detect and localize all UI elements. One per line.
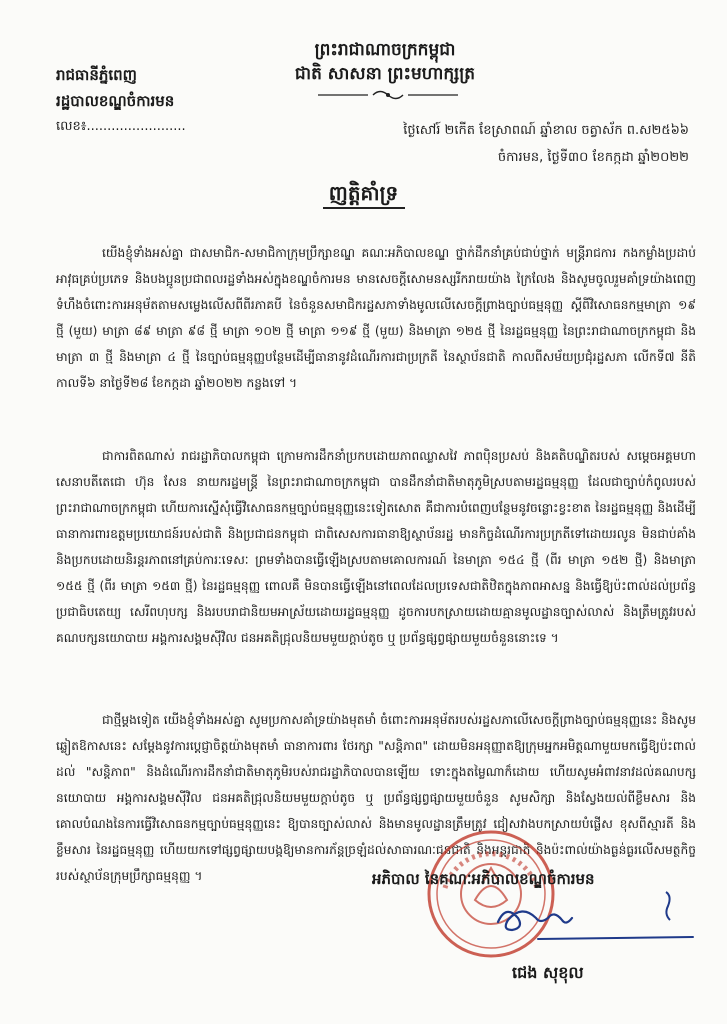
document-title: ញត្តិគាំទ្រ xyxy=(328,181,399,205)
office-city: រាជធានីភ្នំពេញ xyxy=(56,66,137,84)
office-district: រដ្ឋបាលខណ្ឌចំការមន xyxy=(56,92,175,110)
solar-date: ចំការមន, ថ្ងៃទី៣០ ខែកក្កដា ឆ្នាំ២០២២ xyxy=(497,150,689,165)
lunar-date: ថ្ងៃសៅរ៍ ២កើត ខែស្រាពណ៍ ឆ្នាំខាល ចត្វាស័ក ព.ស២៥៦៦ xyxy=(403,123,689,138)
kingdom-motto xyxy=(250,38,520,86)
handwritten-signature xyxy=(478,884,708,954)
kingdom-name: ព្រះរាជាណាចក្រកម្ពុជា xyxy=(314,40,456,60)
signer-name: ជេង សុខុល xyxy=(512,963,584,982)
title-underline xyxy=(323,207,405,209)
date-block xyxy=(249,117,689,171)
national-motto: ជាតិ សាសនា ព្រះមហាក្សត្រ xyxy=(294,64,476,84)
signer-title: អភិបាល នៃគណៈអភិបាលខណ្ឌចំការមន xyxy=(372,870,595,888)
paragraph-3: ជាថ្មីម្តងទៀត យើងខ្ញុំទាំងអស់គ្នា សូមប្រកាសគាំទ្រយ៉ាងមុតមាំ ចំពោះការអនុម័តរបស់រដ្ឋសភាលើសេចក្តីព្រាងច្បាប់ធម្មនុញ្ញនេះ និងសូមឆ្លៀតឱកាសនេះ សម្តែងនូវការប្តេជ្ញាចិត្តយ៉ាងមុតមាំ ធានាការពារ ថែរក្សា "សន្តិភាព" ដោយមិនអនុញ្ញាតឱ្យក្រុមអ្នកអមិត្តណាមួយមកធ្វើឱ្យប៉ះពាល់ដល់ "សន្តិភាព" និងដំណើរការដឹកនាំជាតិមាតុភូមិរបស់រាជរដ្ឋាភិបាលបានឡើយ ទោះក្នុងតម្លៃណាក៏ដោយ ហើយសូមអំពាវនាវដល់គណបក្សនយោបាយ អង្គការសង្គមស៊ីវិល ជនអគតិជ្រុលនិយមមួយក្តាប់តូច ឬ ប្រព័ន្ធផ្សព្វផ្សាយមួយចំនួន សូមសិក្សា និងស្វែងយល់ពីខ្លឹមសារ និងគោលបំណងនៃការធ្វើវិសោធនកម្មច្បាប់ធម្មនុញ្ញនេះ ឱ្យបានច្បាស់លាស់ និងមានមូលដ្ឋានត្រឹមត្រូវ ជៀសវាងបកស្រាយបំផ្លើស ខុសពីស្មារតី និងខ្លឹមសារ នៃរដ្ឋធម្មនុញ្ញ ហើយយកទៅផ្សព្វផ្សាយបង្កឱ្យមានការភ័ន្តច្រឡំដល់សាធារណៈជនជាតិ និងអន្តរជាតិ និងប៉ះពាល់យ៉ាងធ្ងន់ធ្ងរលើសមត្ថកិច្ចរបស់ស្ថាប័នក្រុមប្រឹក្សាធម្មនុញ្ញ ។ xyxy=(56,713,696,884)
reference-number: លេខ៖........................ xyxy=(56,119,186,134)
paragraph-2: ជាការពិតណាស់ រាជរដ្ឋាភិបាលកម្ពុជា ក្រោមការដឹកនាំប្រកបដោយភាពឈ្លាសវៃ ភាពប៉ិនប្រសប់ និងគតិបណ្ឌិតរបស់ សម្តេចអគ្គមហាសេនាបតីតេជោ ហ៊ុន សែន នាយករដ្ឋមន្ត្រី នៃព្រះរាជាណាចក្រកម្ពុជា បានដឹកនាំជាតិមាតុភូមិស្របតាមរដ្ឋធម្មនុញ្ញ ដែលជាច្បាប់កំពូលរបស់ព្រះរាជាណាចក្រកម្ពុជា ហើយការស្នើសុំធ្វើវិសោធនកម្មច្បាប់ធម្មនុញ្ញនេះទៀតសោត គឺជាការបំពេញបន្ថែមនូវចន្លោះខ្វះខាត នៃរដ្ឋធម្មនុញ្ញ និងដើម្បីធានាការពារឧត្តមប្រយោជន៍របស់ជាតិ និងប្រជាជនកម្ពុជា ជាពិសេសការធានាឱ្យស្ថាប័នរដ្ឋ មានកិច្ចដំណើរការប្រក្រតីទៅដោយរលូន មិនជាប់គាំង និងប្រកបដោយនិរន្តរភាពនៅគ្រប់ការៈទេសៈ ព្រមទាំងបានធ្វើឡើងស្របតាមគោលការណ៍ នៃមាត្រា ១៥៤ ថ្មី (ពីរ មាត្រា ១៥២ ថ្មី) និងមាត្រា ១៥៥ ថ្មី (ពីរ មាត្រា ១៥៣ ថ្មី) នៃរដ្ឋធម្មនុញ្ញ ពោលគឺ មិនបានធ្វើឡើងនៅពេលដែលប្រទេសជាតិឋិតក្នុងភាពអាសន្ន និងធ្វើឱ្យប៉ះពាល់ដល់ប្រព័ន្ធប្រជាធិបតេយ្យ សេរីពហុបក្ស និងរបបរាជានិយមអាស្រ័យដោយរដ្ឋធម្មនុញ្ញ ដូចការបកស្រាយដោយគ្មានមូលដ្ឋានច្បាស់លាស់ និងត្រឹមត្រូវរបស់គណបក្សនយោបាយ អង្គការសង្គមស៊ីវិល ជនអគតិជ្រុលនិយមមួយក្តាប់តូច ឬ ប្រព័ន្ធផ្សព្វផ្សាយមួយចំនួននោះទេ ។ xyxy=(56,449,696,646)
issuing-office xyxy=(56,62,174,114)
paragraph-1: យើងខ្ញុំទាំងអស់គ្នា ជាសមាជិក-សមាជិកាក្រុមប្រឹក្សាខណ្ឌ គណៈអភិបាលខណ្ឌ ថ្នាក់ដឹកនាំគ្រប់ជាប់ថ្នាក់ មន្ត្រីរាជការ កងកម្លាំងប្រដាប់អាវុធគ្រប់ប្រភេទ និងបងប្អូនប្រជាពលរដ្ឋទាំងអស់ក្នុងខណ្ឌចំការមន មានសេចក្តីសោមនស្សរីករាយយ៉ាង ក្រៃលែង និងសូមចូលរួមគាំទ្រយ៉ាងពេញទំហឹងចំពោះការអនុម័តតាមសម្លេងលើសពីពីរភាគបី នៃចំនួនសមាជិករដ្ឋសភាទាំងមូលលើសេចក្តីព្រាងច្បាប់ធម្មនុញ្ញ ស្តីពីវិសោធនកម្មមាត្រា ១៩ ថ្មី (មួយ) មាត្រា ៨៩ មាត្រា ៩៨ ថ្មី មាត្រា ១០២ ថ្មី មាត្រា ១១៩ ថ្មី (មួយ) និងមាត្រា ១២៥ ថ្មី នៃរដ្ឋធម្មនុញ្ញ នៃព្រះរាជាណាចក្រកម្ពុជា និងមាត្រា ៣ ថ្មី និងមាត្រា ៤ ថ្មី នៃច្បាប់ធម្មនុញ្ញបន្ថែមដើម្បីធានានូវដំណើរការជាប្រក្រតី នៃស្ថាប័នជាតិ កាលពីសម័យប្រជុំរដ្ឋសភា លើកទី៧ នីតិកាលទី៦ នាថ្ងៃទី២៨ ខែកក្កដា ឆ្នាំ២០២២ កន្លងទៅ ។ xyxy=(56,246,696,391)
ornament-divider xyxy=(313,88,463,102)
